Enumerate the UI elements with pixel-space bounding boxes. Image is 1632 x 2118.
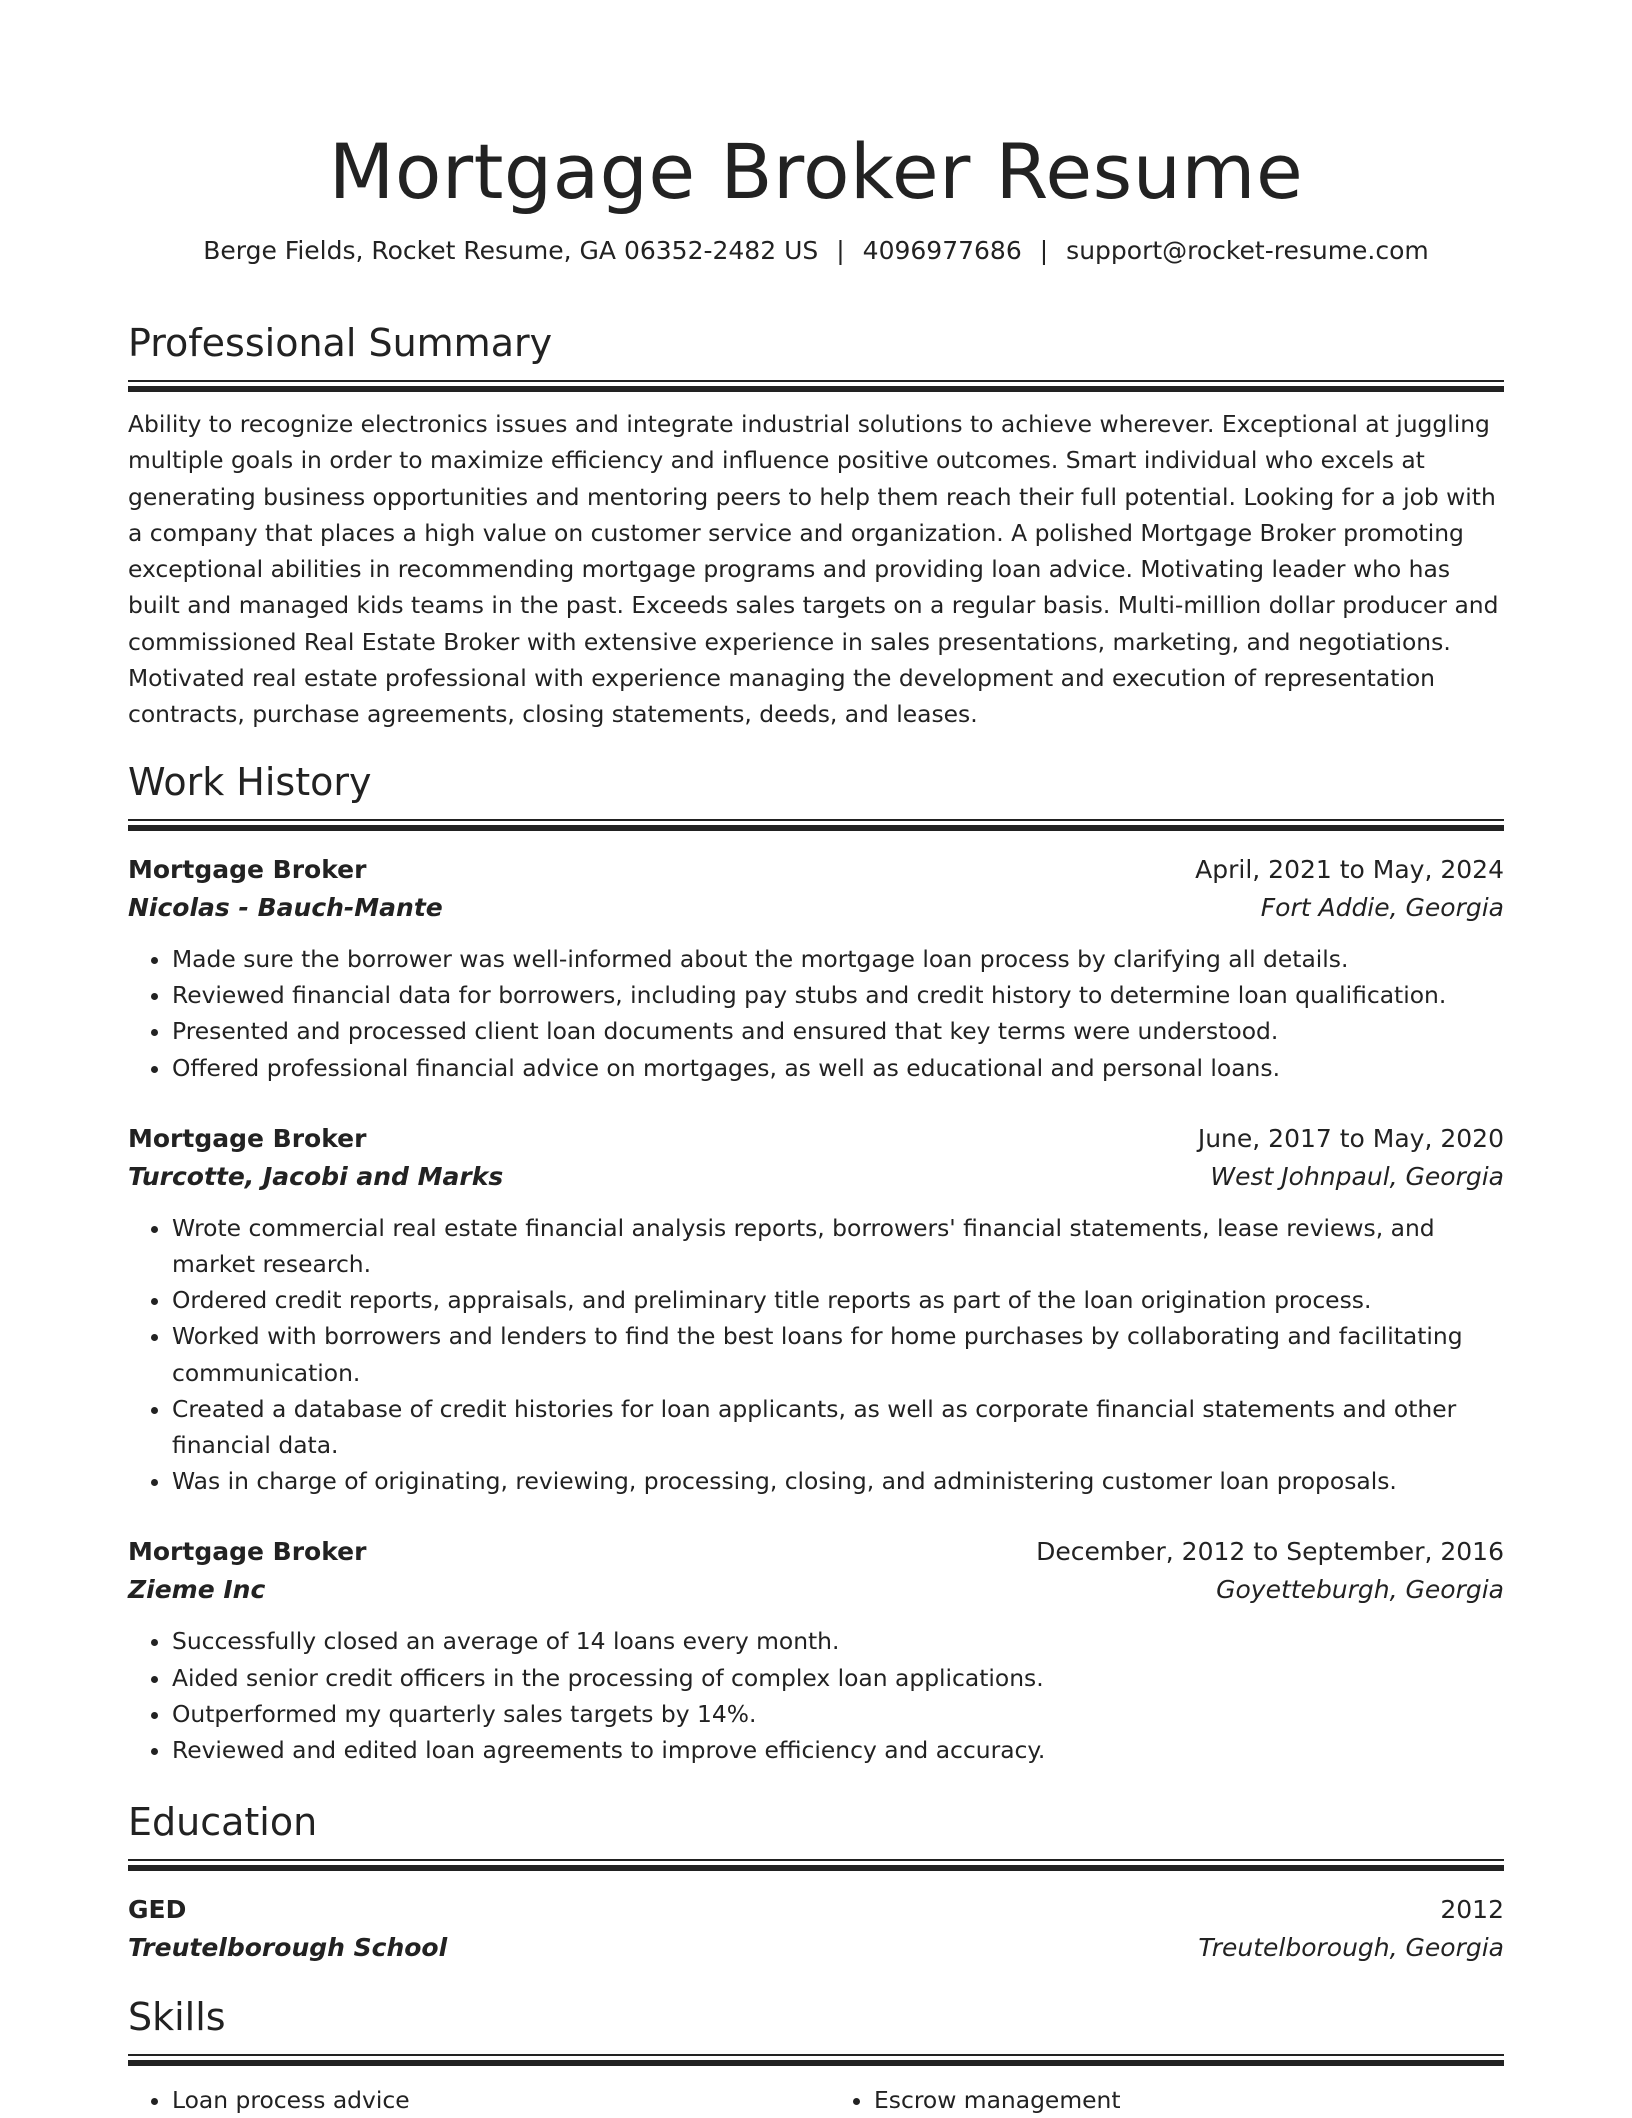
job-bullet: • Made sure the borrower was well-informed about the mortgage loan process by clarifying all details. (172, 941, 1504, 977)
job-bullet: • Aided senior credit officers in the processing of complex loan applications. (172, 1660, 1504, 1696)
job-entry (128, 1533, 1504, 1768)
section-heading-skills: Skills (128, 1995, 226, 2039)
job-title: Mortgage Broker (128, 1123, 367, 1153)
job-bullet: • Outperformed my quarterly sales targets by 14%. (172, 1696, 1504, 1732)
education-header-row (128, 1891, 1504, 1929)
education-school-row (128, 1929, 1504, 1967)
contact-phone: 4096977686 (862, 236, 1022, 265)
job-bullet: • Offered professional financial advice on mortgages, as well as educational and personal loans. (172, 1050, 1504, 1086)
job-bullet: • Was in charge of originating, reviewing, processing, closing, and administering customer loan proposals. (172, 1463, 1504, 1499)
education-entry (128, 1891, 1504, 1967)
job-location: West Johnpaul, Georgia (1210, 1161, 1504, 1191)
skills-section (128, 1992, 1504, 2118)
job-bullets (128, 1210, 1504, 1500)
job-bullet: • Successfully closed an average of 14 loans every month. (172, 1623, 1504, 1659)
job-bullet: • Worked with borrowers and lenders to find the best loans for home purchases by collaborating and facilitating communication. (172, 1318, 1504, 1390)
job-bullet: • Presented and processed client loan documents and ensured that key terms were understood. (172, 1013, 1504, 1049)
section-divider (128, 1859, 1504, 1871)
job-bullets (128, 941, 1504, 1086)
contact-separator: | (836, 236, 845, 265)
job-bullet: • Reviewed and edited loan agreements to improve efficiency and accuracy. (172, 1732, 1504, 1768)
section-divider (128, 380, 1504, 392)
job-entry (128, 851, 1504, 1086)
contact-separator: | (1039, 236, 1049, 265)
job-title: Mortgage Broker (128, 1537, 367, 1567)
job-location: Goyetteburgh, Georgia (1216, 1575, 1504, 1605)
section-divider (128, 2054, 1504, 2066)
job-bullet: • Ordered credit reports, appraisals, and preliminary title reports as part of the loan origination process. (172, 1282, 1504, 1318)
job-title: Mortgage Broker (128, 855, 367, 884)
job-company: Zieme Inc (128, 1575, 266, 1605)
job-bullets (128, 1623, 1504, 1768)
contact-email: support@rocket-resume.com (1066, 236, 1429, 265)
skill-item: • Loan process advice (172, 2082, 816, 2118)
job-bullet: • Created a database of credit histories for loan applicants, as well as corporate financial statements and other financial data. (172, 1391, 1504, 1463)
professional-summary-section (128, 318, 1504, 733)
job-header-row (128, 1120, 1504, 1158)
job-company-row (128, 889, 1504, 927)
job-company: Turcotte, Jacobi and Marks (128, 1161, 504, 1191)
job-company-row (128, 1571, 1504, 1609)
job-header-row (128, 1533, 1504, 1571)
work-history-section (128, 757, 1504, 1768)
skill-item: • Escrow management (874, 2082, 1504, 2118)
job-bullet: • Reviewed financial data for borrowers, including pay stubs and credit history to determine loan qualification. (172, 977, 1504, 1013)
job-bullet: • Wrote commercial real estate financial analysis reports, borrowers' financial statements, lease reviews, and market research. (172, 1210, 1504, 1282)
education-section (128, 1797, 1504, 1967)
section-heading-work: Work History (128, 760, 372, 804)
job-company-row (128, 1158, 1504, 1196)
skills-column-1 (128, 2082, 816, 2118)
job-dates: June, 2017 to May, 2020 (1197, 1123, 1504, 1153)
education-year: 2012 (1440, 1895, 1504, 1924)
contact-address: Berge Fields, Rocket Resume, GA 06352-2482 US (203, 236, 819, 265)
skills-grid (128, 2082, 1504, 2118)
job-entry (128, 1120, 1504, 1500)
education-school: Treutelborough School (128, 1933, 448, 1962)
job-dates: April, 2021 to May, 2024 (1195, 855, 1504, 884)
skills-column-2 (816, 2082, 1504, 2118)
job-company: Nicolas - Bauch-Mante (128, 893, 443, 922)
resume-title: Mortgage Broker Resume (328, 127, 1304, 216)
section-heading-summary: Professional Summary (128, 321, 553, 365)
education-degree: GED (128, 1895, 187, 1924)
contact-line (128, 234, 1504, 268)
section-divider (128, 819, 1504, 831)
section-heading-education: Education (128, 1800, 318, 1844)
job-location: Fort Addie, Georgia (1260, 893, 1504, 922)
summary-text: Ability to recognize electronics issues and integrate industrial solutions to achieve wherever. Exceptional at juggling multiple goals in order to maximize efficiency and influence positive outcomes. Smart individual who excels at generating business opportunities and mentoring peers to help them reach their full potential. Looking for a job with a company that places a high value on customer service and organization. A polished Mortgage Broker promoting exceptional abilities in recommending mortgage programs and providing loan advice. Motivating leader who has built and managed kids teams in the past. Exceeds sales targets on a regular basis. Multi-million dollar producer and commissioned Real Estate Broker with extensive experience in sales presentations, marketing, and negotiations. Motivated real estate professional with experience managing the development and execution of representation contracts, purchase agreements, closing statements, deeds, and leases. (128, 410, 1499, 729)
education-location: Treutelborough, Georgia (1198, 1933, 1504, 1962)
job-dates: December, 2012 to September, 2016 (1036, 1537, 1504, 1567)
job-header-row (128, 851, 1504, 889)
